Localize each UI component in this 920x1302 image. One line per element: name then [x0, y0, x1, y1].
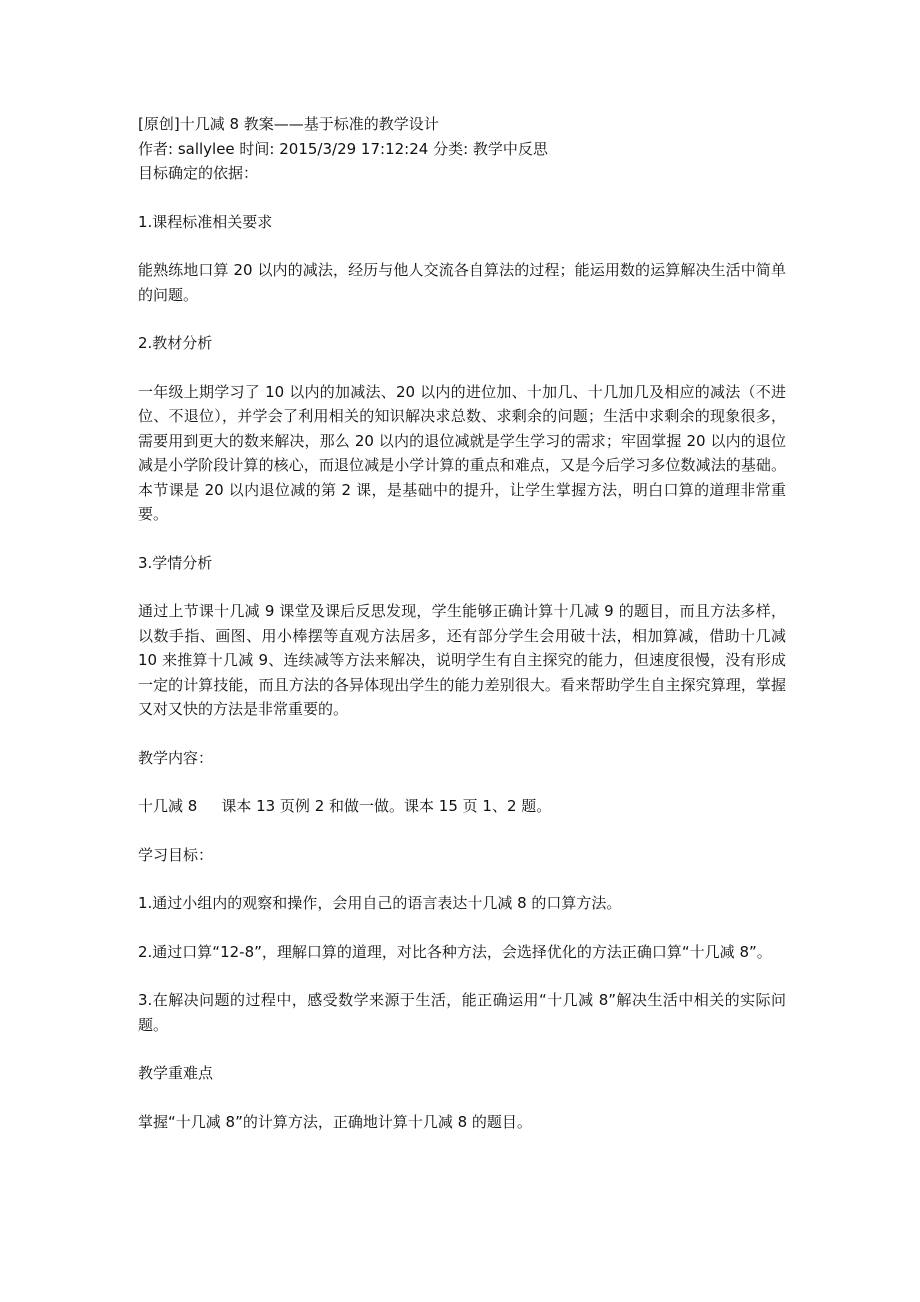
- document-body: [138, 112, 786, 1134]
- goal-item-2: 2.通过口算“12-8”，理解口算的道理，对比各种方法，会选择优化的方法正确口算“十几减 8”。: [138, 942, 772, 961]
- students-body: 通过上节课十几减 9 课堂及课后反思发现，学生能够正确计算十几减 9 的题目，而且方法多样，以数手指、画图、用小棒摆等直观方法居多，还有部分学生会用破十法，相加算减，借助十几减 10 来推算十几减 9、连续减等方法来解决，说明学生有自主探究的能力，但速度很慢，没有形成一定的计算技能，而且方法的各异体现出学生的能力差别很大。看来帮助学生自主探究算理，掌握又对又快的方法是非常重要的。: [138, 602, 786, 718]
- focus-body: 掌握“十几减 8”的计算方法，正确地计算十几减 8 的题目。: [138, 1112, 532, 1131]
- content-heading: 教学内容：: [138, 748, 214, 767]
- content-topic: 十几减 8: [138, 797, 198, 815]
- goal-item-1: 1.通过小组内的观察和操作，会用自己的语言表达十几减 8 的口算方法。: [138, 894, 622, 912]
- content-row: [138, 794, 786, 819]
- students-heading: 3.学情分析: [138, 553, 213, 572]
- material-heading: 2.教材分析: [138, 334, 213, 352]
- goal-item-3: 3.在解决问题的过程中，感受数学来源于生活，能正确运用“十几减 8”解决生活中相关的实际问题。: [138, 991, 786, 1034]
- document-title: [原创]十几减 8 教案——基于标准的教学设计: [138, 115, 439, 133]
- document-meta: 作者: sallylee 时间: 2015/3/29 17:12:24 分类: 教学中反思: [138, 139, 548, 158]
- material-body: 一年级上期学习了 10 以内的加减法、20 以内的进位加、十加几、十几加几及相应的减法（不进位、不退位），并学会了利用相关的知识解决求总数、求剩余的问题；生活中求剩余的现象很多，需要用到更大的数来解决，那么 20 以内的退位减就是学生学习的需求；牢固掌握 20 以内的退位减是小学阶段计算的核心，而退位减是小学计算的重点和难点，又是今后学习多位数减法的基础。本节课是 20 以内退位减的第 2 课，是基础中的提升，让学生掌握方法，明白口算的道理非常重要。: [138, 382, 786, 523]
- basis-label: 目标确定的依据：: [138, 164, 259, 182]
- standard-body: 能熟练地口算 20 以内的减法，经历与他人交流各自算法的过程；能运用数的运算解决生活中简单的问题。: [138, 261, 786, 304]
- content-detail: 课本 13 页例 2 和做一做。课本 15 页 1、2 题。: [221, 797, 552, 815]
- focus-heading: 教学重难点: [138, 1064, 214, 1082]
- standard-heading: 1.课程标准相关要求: [138, 212, 273, 231]
- goals-heading: 学习目标：: [138, 845, 214, 864]
